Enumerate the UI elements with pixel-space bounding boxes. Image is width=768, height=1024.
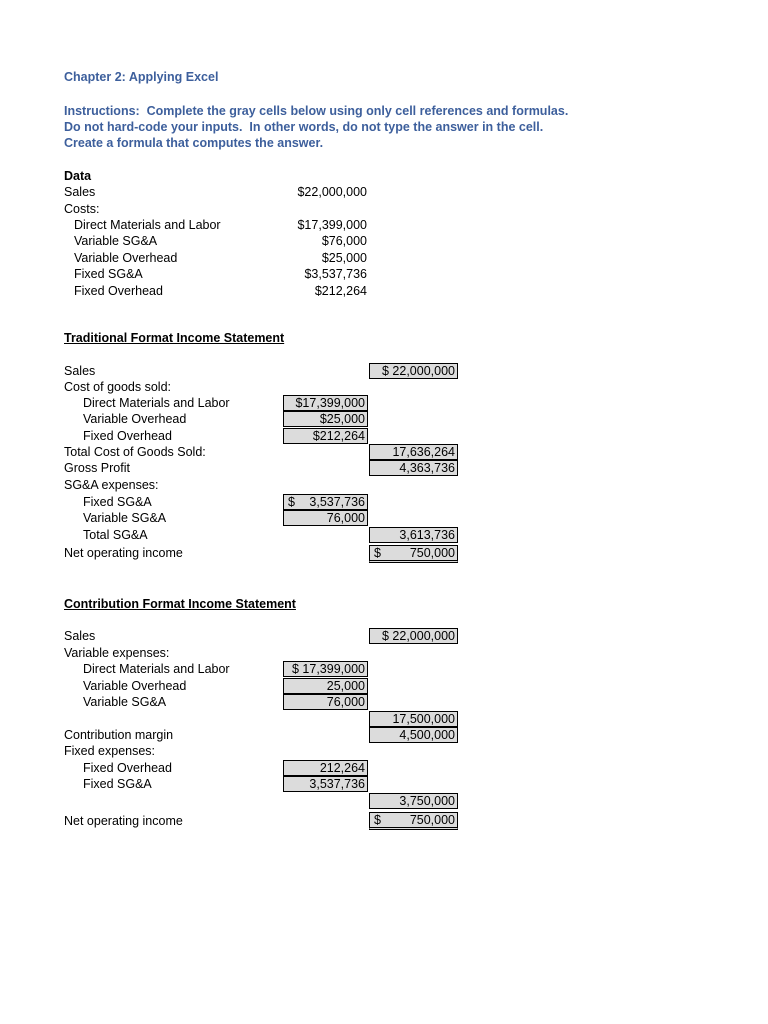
- trad-gross-profit-label: Gross Profit: [64, 461, 130, 475]
- trad-sales-cell[interactable]: $ 22,000,000: [369, 363, 458, 379]
- trad-noi-cell[interactable]: [369, 545, 458, 563]
- trad-noi-label: Net operating income: [64, 546, 183, 560]
- traditional-title: Traditional Format Income Statement: [64, 331, 285, 345]
- trad-cogs-label: Cost of goods sold:: [64, 380, 172, 394]
- contrib-vsga-label: Variable SG&A: [83, 695, 167, 709]
- trad-sales-label: Sales: [64, 364, 96, 378]
- data-cost-value[interactable]: $212,264: [314, 284, 367, 298]
- data-cost-value[interactable]: $3,537,736: [304, 267, 367, 281]
- trad-vo-cell[interactable]: $25,000: [283, 411, 368, 427]
- data-sales-value[interactable]: $22,000,000: [297, 185, 367, 199]
- instruction-line-3: Create a formula that computes the answer.: [64, 136, 324, 150]
- data-costs-label: Costs:: [64, 202, 100, 216]
- data-cost-label: Variable SG&A: [74, 234, 158, 248]
- contribution-title: Contribution Format Income Statement: [64, 597, 296, 611]
- trad-dml-cell[interactable]: $17,399,000: [283, 395, 368, 411]
- instruction-line-2: Do not hard-code your inputs. In other words, do not type the answer in the cell.: [64, 120, 544, 134]
- trad-fixed-sga-cell[interactable]: [283, 494, 368, 510]
- data-sales-label: Sales: [64, 185, 96, 199]
- contrib-vsga-cell[interactable]: 76,000: [283, 694, 368, 710]
- dollar-sign: $: [374, 546, 381, 560]
- trad-total-cogs-label: Total Cost of Goods Sold:: [64, 445, 206, 459]
- trad-total-cogs-cell[interactable]: 17,636,264: [369, 444, 458, 460]
- trad-fo-label: Fixed Overhead: [83, 429, 172, 443]
- chapter-heading: Chapter 2: Applying Excel: [64, 70, 219, 84]
- data-cost-label: Variable Overhead: [74, 251, 178, 265]
- contrib-fo-cell[interactable]: 212,264: [283, 760, 368, 776]
- contrib-noi-cell[interactable]: [369, 812, 458, 830]
- contrib-total-var-cell[interactable]: 17,500,000: [369, 711, 458, 727]
- cell-value: 3,537,736: [309, 495, 365, 509]
- contrib-fsga-label: Fixed SG&A: [83, 777, 152, 791]
- data-cost-label: Direct Materials and Labor: [74, 218, 221, 232]
- cell-value: 750,000: [409, 813, 455, 827]
- cell-value: 750,000: [409, 546, 455, 560]
- contrib-fixed-exp-label: Fixed expenses:: [64, 744, 156, 758]
- instruction-line-1: Instructions: Complete the gray cells below using only cell references and formulas.: [64, 104, 569, 118]
- dollar-sign: $: [374, 813, 381, 827]
- trad-total-sga-cell[interactable]: 3,613,736: [369, 527, 458, 543]
- contrib-dml-cell[interactable]: $ 17,399,000: [283, 661, 368, 677]
- trad-dml-label: Direct Materials and Labor: [83, 396, 230, 410]
- trad-var-sga-label: Variable SG&A: [83, 511, 167, 525]
- contrib-noi-label: Net operating income: [64, 814, 183, 828]
- contrib-fo-label: Fixed Overhead: [83, 761, 172, 775]
- data-cost-label: Fixed Overhead: [74, 284, 163, 298]
- trad-fo-cell[interactable]: $212,264: [283, 428, 368, 444]
- contrib-dml-label: Direct Materials and Labor: [83, 662, 230, 676]
- trad-vo-label: Variable Overhead: [83, 412, 187, 426]
- contrib-sales-cell[interactable]: $ 22,000,000: [369, 628, 458, 644]
- contrib-vo-cell[interactable]: 25,000: [283, 678, 368, 694]
- contrib-sales-label: Sales: [64, 629, 96, 643]
- contrib-vo-label: Variable Overhead: [83, 679, 187, 693]
- data-cost-value[interactable]: $17,399,000: [297, 218, 367, 232]
- data-title: Data: [64, 169, 92, 183]
- trad-sga-label: SG&A expenses:: [64, 478, 159, 492]
- contrib-cm-label: Contribution margin: [64, 728, 174, 742]
- trad-fixed-sga-label: Fixed SG&A: [83, 495, 152, 509]
- trad-gross-profit-cell[interactable]: 4,363,736: [369, 460, 458, 476]
- data-cost-value[interactable]: $76,000: [321, 234, 367, 248]
- contrib-cm-cell[interactable]: 4,500,000: [369, 727, 458, 743]
- trad-total-sga-label: Total SG&A: [83, 528, 148, 542]
- contrib-total-fixed-cell[interactable]: 3,750,000: [369, 793, 458, 809]
- contrib-var-exp-label: Variable expenses:: [64, 646, 170, 660]
- data-cost-label: Fixed SG&A: [74, 267, 143, 281]
- dollar-sign: $: [288, 495, 295, 509]
- contrib-fsga-cell[interactable]: 3,537,736: [283, 776, 368, 792]
- trad-var-sga-cell[interactable]: 76,000: [283, 510, 368, 526]
- data-cost-value[interactable]: $25,000: [321, 251, 367, 265]
